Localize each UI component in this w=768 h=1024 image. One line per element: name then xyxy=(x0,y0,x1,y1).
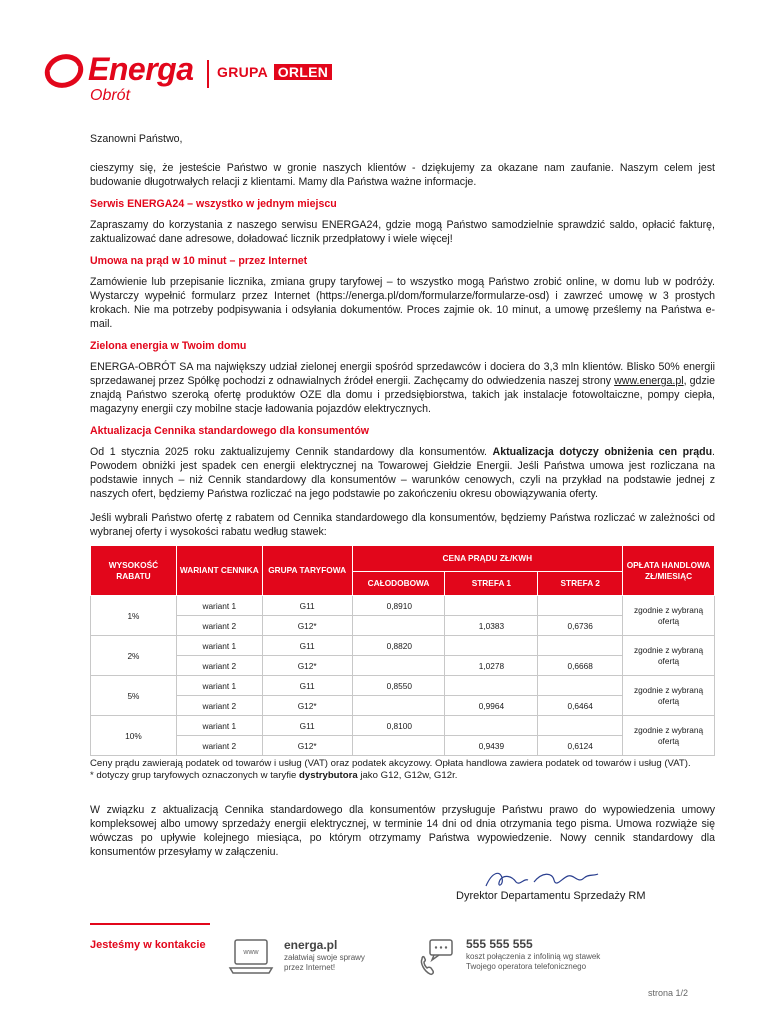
section-title-online-contract: Umowa na prąd w 10 minut – przez Internet xyxy=(90,255,308,267)
allday-price-cell xyxy=(352,736,445,756)
energa-logo-icon xyxy=(44,54,84,88)
page-number: strona 1/2 xyxy=(648,988,689,998)
section-body-energa24: Zapraszamy do korzystania z naszego serwisu ENERGA24, gdzie mogą Państwo samodzielnie sprawdzić saldo, opłacić fakturę, zaktualizować dane adresowe, doładować licznik przedpłatowy i wiele więcej! xyxy=(90,219,715,245)
hotline-number[interactable]: 555 555 555 xyxy=(466,937,533,951)
discount-cell: 5% xyxy=(91,676,177,716)
header-fee: OPŁATA HANDLOWA ZŁ/MIESIĄC xyxy=(623,546,715,596)
zone1-price-cell: 1,0383 xyxy=(445,616,538,636)
group-cell: G12* xyxy=(262,656,352,676)
phone-chat-icon xyxy=(418,937,456,977)
website-link[interactable]: energa.pl xyxy=(284,938,338,952)
tariff-note-a: * dotyczy grup taryfowych oznaczonych w taryfie xyxy=(90,770,300,781)
fee-cell: zgodnie z wybraną ofertą xyxy=(623,636,715,676)
price-list-text-a: Od 1 stycznia 2025 roku zaktualizujemy Cennik standardowy dla konsumentów. xyxy=(90,446,493,458)
allday-price-cell: 0,8550 xyxy=(352,676,445,696)
header-allday: CAŁODOBOWA xyxy=(352,572,445,596)
group-cell: G11 xyxy=(262,596,352,616)
website-description-line1: załatwiaj swoje sprawy xyxy=(284,953,365,962)
footer-accent-bar xyxy=(90,923,210,925)
hotline-cost-line1: koszt połączenia z infolinią wg stawek xyxy=(466,952,601,961)
zone1-price-cell xyxy=(445,596,538,616)
green-energy-text-b: , gdzie znajdą Państwo szeroką ofertę produktów OZE dla domu i przedsiębiorstwa, takich jak instalacje fotowoltaiczne, pompy ciepła, magazyny energii czy mobilne stacje ładowania pojazdów elektrycznych. xyxy=(90,375,715,415)
fee-cell: zgodnie z wybraną ofertą xyxy=(623,596,715,636)
zone2-price-cell: 0,6736 xyxy=(538,616,623,636)
zone2-price-cell: 0,6668 xyxy=(538,656,623,676)
header-group: GRUPA TARYFOWA xyxy=(262,546,352,596)
table-row xyxy=(91,616,715,636)
section-title-energa24: Serwis ENERGA24 – wszystko w jednym miejscu xyxy=(90,198,337,210)
allday-price-cell xyxy=(352,616,445,636)
header-zone1: STREFA 1 xyxy=(445,572,538,596)
variant-cell: wariant 2 xyxy=(176,616,262,636)
table-row xyxy=(91,736,715,756)
group-cell: G12* xyxy=(262,736,352,756)
table-row xyxy=(91,596,715,616)
website-description-line2: przez Internet! xyxy=(284,963,336,972)
group-cell: G12* xyxy=(262,696,352,716)
group-name: ORLEN xyxy=(274,64,333,80)
variant-cell: wariant 1 xyxy=(176,716,262,736)
contact-title: Jesteśmy w kontakcie xyxy=(90,939,206,951)
tariff-note-b: jako G12, G12w, G12r. xyxy=(357,770,458,781)
energa-website-link[interactable]: www.energa.pl xyxy=(614,375,684,387)
table-notes xyxy=(90,758,715,782)
discount-cell: 10% xyxy=(91,716,177,756)
zone2-price-cell: 0,6124 xyxy=(538,736,623,756)
allday-price-cell xyxy=(352,656,445,676)
letterhead xyxy=(44,50,364,110)
svg-text:www: www xyxy=(243,949,259,956)
variant-cell: wariant 1 xyxy=(176,596,262,616)
allday-price-cell: 0,8820 xyxy=(352,636,445,656)
zone1-price-cell xyxy=(445,636,538,656)
logo-divider xyxy=(207,60,209,88)
tariff-note-bold: dystrybutora xyxy=(299,770,358,781)
discount-cell: 2% xyxy=(91,636,177,676)
fee-cell: zgodnie z wybraną ofertą xyxy=(623,716,715,756)
section-title-price-list: Aktualizacja Cennika standardowego dla konsumentów xyxy=(90,425,370,437)
group-prefix: GRUPA xyxy=(217,64,268,80)
greeting: Szanowni Państwo, xyxy=(90,133,183,145)
section-title-green-energy: Zielona energia w Twoim domu xyxy=(90,340,247,352)
discount-paragraph: Jeśli wybrali Państwo ofertę z rabatem od Cennika standardowego dla konsumentów, będziemy Państwa rozliczać w zależności od wybranej oferty i wysokości rabatu według stawek: xyxy=(90,512,715,538)
fee-cell: zgodnie z wybraną ofertą xyxy=(623,676,715,716)
website-description xyxy=(284,953,365,973)
closing-paragraph: W związku z aktualizacją Cennika standardowego dla konsumentów przysługuje Państwu prawo do wypowiedzenia umowy kompleksowej albo umowy sprzedaży energii elektrycznej, w terminie 14 dni od dnia otrzymania tego pisma. Umowa rozwiąże się wówczas po upływie kolejnego miesiąca, po którym otrzymamy Państwa wypowiedzenie. Nowy cennik standardowy dla konsumentów przesyłamy w załączeniu. xyxy=(90,804,715,858)
table-row xyxy=(91,676,715,696)
group-cell: G11 xyxy=(262,676,352,696)
discount-cell: 1% xyxy=(91,596,177,636)
group-cell: G11 xyxy=(262,716,352,736)
brand-subtitle: Obrót xyxy=(90,87,131,104)
tariff-table xyxy=(90,545,715,756)
allday-price-cell: 0,8100 xyxy=(352,716,445,736)
letter-body xyxy=(90,132,715,782)
section-body-green-energy xyxy=(90,360,715,416)
header-price: CENA PRĄDU ZŁ/KWH xyxy=(352,546,623,572)
variant-cell: wariant 2 xyxy=(176,696,262,716)
tariff-note xyxy=(90,770,715,782)
zone2-price-cell xyxy=(538,596,623,616)
table-row xyxy=(91,636,715,656)
green-energy-text-a: ENERGA-OBRÓT SA ma największy udział zielonej energii spośród sprzedawców i dociera do 3,3 mln klientów. Blisko 50% energii sprzedawanej przez Spółkę pochodzi z odnawialnych źródeł energii. Zachęcamy do odwiedzenia naszej strony xyxy=(90,361,715,387)
hotline-cost-line2: Twojego operatora telefonicznego xyxy=(466,962,587,971)
variant-cell: wariant 1 xyxy=(176,676,262,696)
zone1-price-cell: 0,9439 xyxy=(445,736,538,756)
signer-title: Dyrektor Departamentu Sprzedaży RM xyxy=(456,890,646,902)
group-cell: G11 xyxy=(262,636,352,656)
price-list-text-b: . Powodem obniżki jest spadek cen energii elektrycznej na Towarowej Giełdzie Energii. Jeśli Państwa umowa jest rozliczana na podstawie innych – niż Cennik standardowy dla konsumentów – warunków cenowych, czyli na przykład na podstawie jednej z naszych ofert, będziemy Państwa rozliczać na jego podstawie po zakończeniu okresu obowiązywania oferty. xyxy=(90,446,715,500)
zone2-price-cell xyxy=(538,676,623,696)
table-row xyxy=(91,656,715,676)
header-zone2: STREFA 2 xyxy=(538,572,623,596)
brand-name: Energa xyxy=(88,51,194,87)
zone2-price-cell xyxy=(538,636,623,656)
zone2-price-cell xyxy=(538,716,623,736)
variant-cell: wariant 2 xyxy=(176,656,262,676)
zone1-price-cell: 1,0278 xyxy=(445,656,538,676)
intro-paragraph: cieszymy się, że jesteście Państwo w gronie naszych klientów - dziękujemy za okazane nam zaufanie. Naszym celem jest budowanie długotrwałych relacji z klientami. Mamy dla Państwa ważne informacje. xyxy=(90,162,715,188)
section-body-price-list xyxy=(90,445,715,501)
group-cell: G12* xyxy=(262,616,352,636)
table-row xyxy=(91,716,715,736)
zone1-price-cell: 0,9964 xyxy=(445,696,538,716)
price-list-text-bold: Aktualizacja dotyczy obniżenia cen prądu xyxy=(492,446,713,458)
zone1-price-cell xyxy=(445,716,538,736)
allday-price-cell: 0,8910 xyxy=(352,596,445,616)
section-body-online-contract: Zamówienie lub przepisanie licznika, zmiana grupy taryfowej – to wszystko mogą Państwo zrobić online, w domu lub w podróży. Wystarczy wypełnić formularz przez Internet (https://energa.pl/dom/formularze/formularze-osd) i zawrzeć umowę w 3 prostych krokach. Nie ma potrzeby podpisywania i odsyłania dokumentów. Proces zajmie ok. 10 minut, a umowę prześlemy na Państwa e-mail. xyxy=(90,276,715,330)
zone2-price-cell: 0,6464 xyxy=(538,696,623,716)
laptop-icon xyxy=(228,937,274,977)
header-discount: WYSOKOŚĆ RABATU xyxy=(91,546,177,596)
variant-cell: wariant 1 xyxy=(176,636,262,656)
zone1-price-cell xyxy=(445,676,538,696)
group-logo xyxy=(217,64,332,80)
variant-cell: wariant 2 xyxy=(176,736,262,756)
vat-note: Ceny prądu zawierają podatek od towarów i usług (VAT) oraz podatek akcyzowy. Opłata handlowa zawiera podatek od towarów i usług (VAT). xyxy=(90,758,691,769)
allday-price-cell xyxy=(352,696,445,716)
table-row xyxy=(91,696,715,716)
header-variant: WARIANT CENNIKA xyxy=(176,546,262,596)
hotline-cost-info xyxy=(466,952,600,972)
